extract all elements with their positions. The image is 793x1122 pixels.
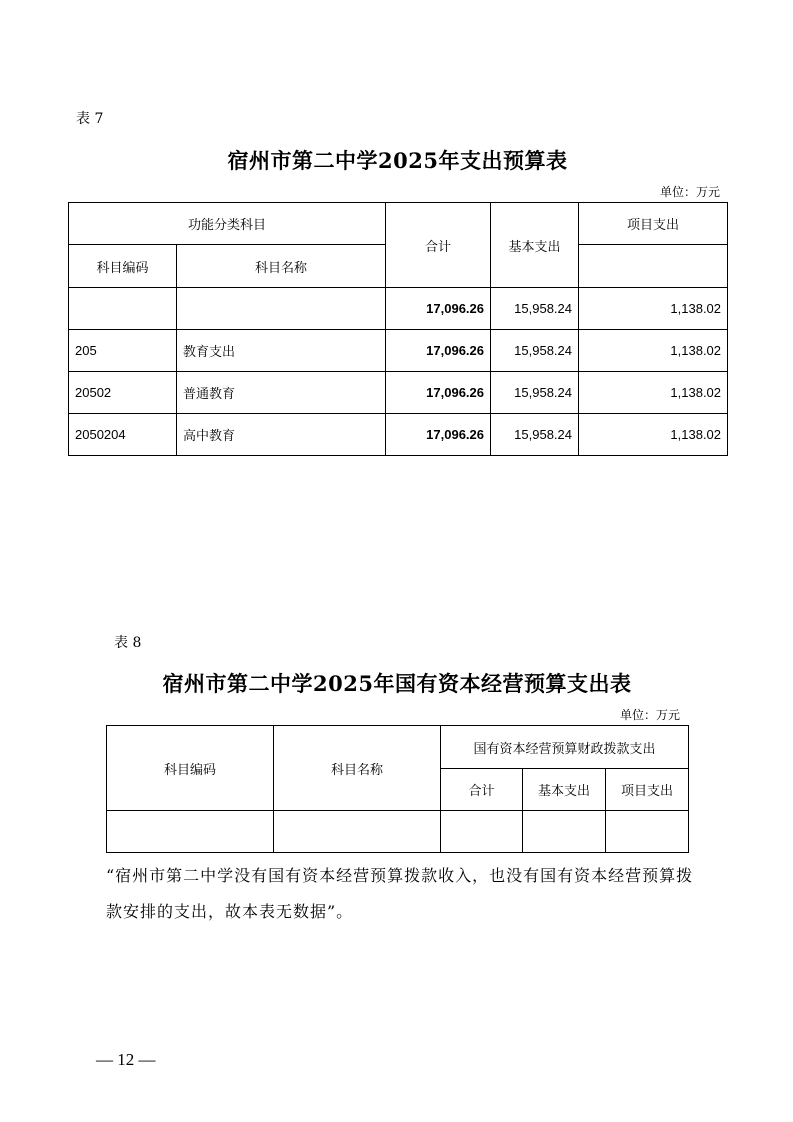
table-row <box>69 414 728 456</box>
row-code: 205 <box>69 330 177 372</box>
table-row <box>69 288 728 330</box>
header-basic: 基本支出 <box>523 769 606 811</box>
header-total: 合计 <box>386 203 491 288</box>
table7-label: 表 7 <box>76 111 104 127</box>
row-basic: 15,958.24 <box>491 288 579 330</box>
header-code: 科目编码 <box>69 245 177 288</box>
row-total: 17,096.26 <box>386 372 491 414</box>
header-basic: 基本支出 <box>491 203 579 288</box>
row-basic: 15,958.24 <box>491 372 579 414</box>
empty-cell <box>606 811 689 853</box>
empty-cell <box>523 811 606 853</box>
empty-cell <box>107 811 274 853</box>
row-name: 教育支出 <box>177 330 386 372</box>
row-name <box>177 288 386 330</box>
row-project: 1,138.02 <box>579 372 728 414</box>
row-project: 1,138.02 <box>579 330 728 372</box>
row-code: 2050204 <box>69 414 177 456</box>
row-total: 17,096.26 <box>386 330 491 372</box>
row-code <box>69 288 177 330</box>
table7-unit: 单位：万元 <box>659 185 720 199</box>
row-project: 1,138.02 <box>579 414 728 456</box>
table8-unit: 单位：万元 <box>619 708 680 722</box>
header-total: 合计 <box>441 769 523 811</box>
row-total: 17,096.26 <box>386 414 491 456</box>
header-functional-category: 功能分类科目 <box>69 203 386 245</box>
table7-title: 宿州市第二中学2025年支出预算表 <box>227 148 568 173</box>
header-state-capital-group: 国有资本经营预算财政拨款支出 <box>441 726 689 769</box>
table8-note: “宿州市第二中学没有国有资本经营预算拨款收入，也没有国有资本经营预算拨款安排的支出，故本表无数据”。 <box>106 866 694 921</box>
row-code: 20502 <box>69 372 177 414</box>
header-code: 科目编码 <box>107 726 274 811</box>
row-name: 高中教育 <box>177 414 386 456</box>
table8-label: 表 8 <box>114 635 142 651</box>
empty-cell <box>441 811 523 853</box>
header-name: 科目名称 <box>177 245 386 288</box>
row-total: 17,096.26 <box>386 288 491 330</box>
table7 <box>68 202 728 456</box>
table-row <box>69 330 728 372</box>
header-name: 科目名称 <box>274 726 441 811</box>
table8-title: 宿州市第二中学2025年国有资本经营预算支出表 <box>162 671 632 696</box>
page-number: — 12 — <box>96 1050 156 1069</box>
header-project: 项目支出 <box>606 769 689 811</box>
row-project: 1,138.02 <box>579 288 728 330</box>
row-basic: 15,958.24 <box>491 330 579 372</box>
row-name: 普通教育 <box>177 372 386 414</box>
row-basic: 15,958.24 <box>491 414 579 456</box>
header-project: 项目支出 <box>579 203 728 245</box>
table8 <box>106 725 689 853</box>
table-row <box>107 811 689 853</box>
table-row <box>69 372 728 414</box>
empty-cell <box>274 811 441 853</box>
header-project-blank <box>579 245 728 288</box>
